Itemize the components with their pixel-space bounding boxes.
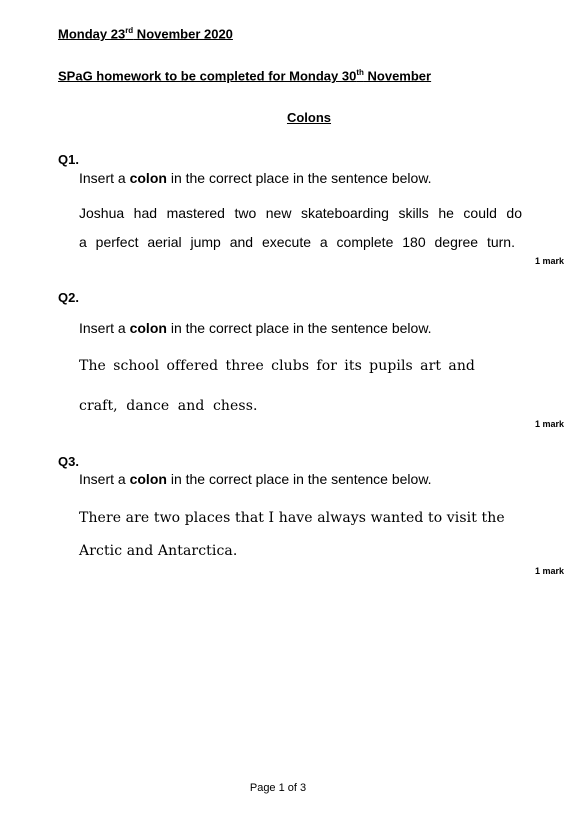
question-3-sentence-line-1: There are two places that I have always wanted to visit the <box>79 510 505 526</box>
question-number-3: Q3. <box>58 454 79 469</box>
page-number: Page 1 of 3 <box>249 782 307 794</box>
question-2-instruction: Insert a colon in the correct place in the sentence below. <box>79 320 432 336</box>
question-3-instruction: Insert a colon in the correct place in the sentence below. <box>79 471 432 487</box>
question-1-sentence-line-2: a perfect aerial jump and execute a complete 180 degree turn. <box>79 234 515 250</box>
question-3-sentence-line-2: Arctic and Antarctica. <box>79 543 238 559</box>
homework-heading: SPaG homework to be completed for Monday 30th November <box>58 68 432 84</box>
question-3-mark: 1 mark <box>534 566 564 576</box>
question-2-sentence-line-1: The school offered three clubs for its pupils art and <box>79 358 475 374</box>
topic-title: Colons <box>286 110 332 125</box>
question-2-sentence-line-2: craft, dance and chess. <box>79 398 258 414</box>
question-1-mark: 1 mark <box>534 256 564 266</box>
question-1-sentence-line-1: Joshua had mastered two new skateboarding skills he could do <box>79 205 522 221</box>
question-number-1: Q1. <box>58 152 79 167</box>
question-1-instruction: Insert a colon in the correct place in the sentence below. <box>79 170 432 186</box>
question-number-2: Q2. <box>58 290 79 305</box>
question-2-mark: 1 mark <box>534 419 564 429</box>
date-heading: Monday 23rd November 2020 <box>58 26 233 42</box>
